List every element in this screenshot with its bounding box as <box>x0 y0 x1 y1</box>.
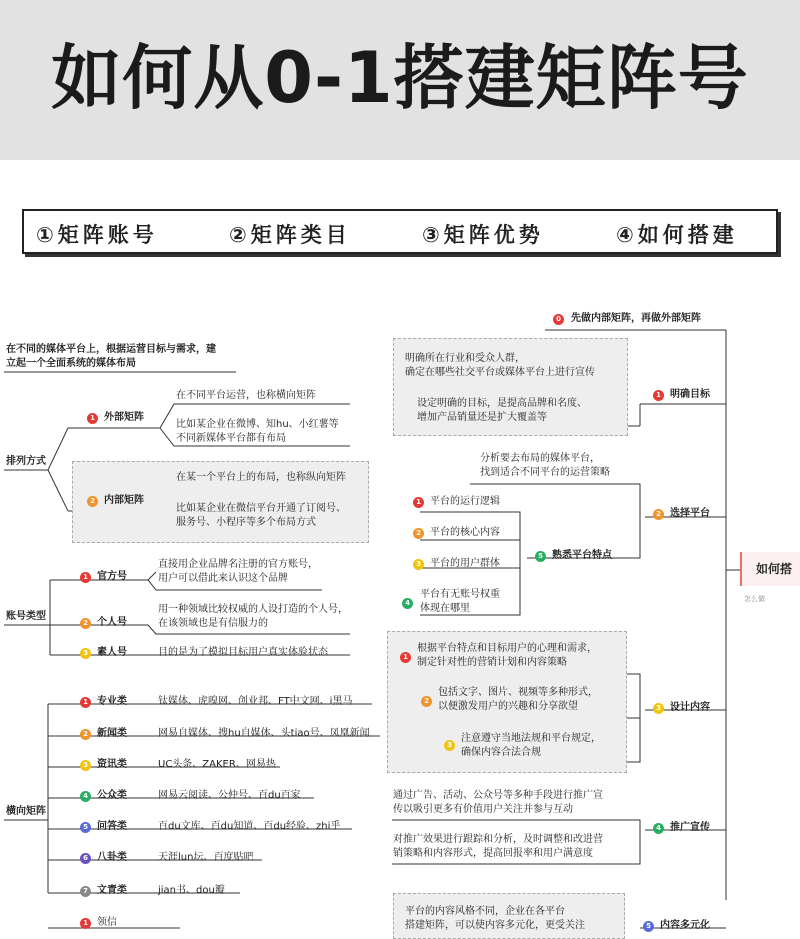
personal-account-label: 个人号 <box>97 617 127 628</box>
official-account-desc-2: 用户可以借此来认识这个品牌 <box>158 573 288 584</box>
goal-line-1b: 确定在哪些社交平台或媒体平台上进行宣传 <box>405 367 595 378</box>
nav-item-matrix-account: ①矩阵账号 <box>36 223 158 247</box>
intro-line-2: 立起一个全面系统的媒体布局 <box>6 358 136 369</box>
badge-content-1: 1 <box>400 652 411 663</box>
badge-familiar: 5 <box>535 551 546 562</box>
badge-internal: 2 <box>87 496 98 507</box>
content-item-3b: 确保内容合法合规 <box>461 747 541 758</box>
internal-matrix-desc: 在某一个平台上的布局，也称纵向矩阵 <box>176 472 346 483</box>
familiar-item-3: 平台的用户群体 <box>430 558 500 569</box>
badge-external: 1 <box>87 413 98 424</box>
diverse-label: 内容多元化 <box>660 920 710 931</box>
content-item-3a: 注意遵守当地法规和平台规定， <box>461 733 601 744</box>
arrange-label: 排列方式 <box>6 456 46 467</box>
badge-content-3: 3 <box>444 740 455 751</box>
content-item-2b: 以便激发用户的兴趣和分享欲望 <box>438 701 578 712</box>
category-news-desc: 网易自媒体、搜hu自媒体、头tiao号、凤凰新闻 <box>158 728 370 739</box>
category-literary-desc: jian书、dou瓣 <box>158 885 225 896</box>
badge-familiar-4: 4 <box>402 598 413 609</box>
badge-content-2: 2 <box>421 696 432 707</box>
goal-line-2b: 增加产品销量还是扩大覆盖等 <box>417 412 547 423</box>
platform-label: 选择平台 <box>670 508 710 519</box>
intro-line-1: 在不同的媒体平台上，根据运营目标与需求，建 <box>6 344 216 355</box>
amateur-account-label: 素人号 <box>97 647 127 658</box>
badge-amateur: 3 <box>80 648 91 659</box>
external-matrix-example-2: 不同新媒体平台都有布局 <box>176 433 286 444</box>
platform-desc-2: 找到适合不同平台的运营策略 <box>480 467 610 478</box>
badge-qa: 5 <box>80 822 91 833</box>
center-node-sub: 怎么做 <box>744 595 765 603</box>
internal-matrix-example-1: 比如某企业在微信平台开通了订阅号、 <box>176 503 346 514</box>
page-title: 如何从0-1搭建矩阵号 <box>51 37 749 119</box>
familiar-item-4b: 体现在哪里 <box>420 603 470 614</box>
external-matrix-label: 外部矩阵 <box>104 412 144 423</box>
content-item-1a: 根据平台特点和目标用户的心理和需求， <box>417 643 597 654</box>
horizontal-matrix-label: 横向矩阵 <box>6 806 46 817</box>
diverse-line-1: 平台的内容风格不同，企业在各平台 <box>405 906 565 917</box>
external-matrix-desc: 在不同平台运营，也称横向矩阵 <box>176 390 316 401</box>
category-professional: 专业类 <box>97 696 127 707</box>
badge-promote: 4 <box>653 823 664 834</box>
category-qa-desc: 百du文库、百du知道、百du经验、zhi乎 <box>158 821 341 832</box>
badge-diverse: 5 <box>643 921 654 932</box>
familiar-item-1: 平台的运行逻辑 <box>430 496 500 507</box>
account-type-label: 账号类型 <box>6 611 46 622</box>
internal-matrix-example-2: 服务号、小程序等多个布局方式 <box>176 517 316 528</box>
badge-familiar-2: 2 <box>413 528 424 539</box>
badge-info: 3 <box>80 760 91 771</box>
promote-line-1a: 通过广告、活动、公众号等多种手段进行推广宣 <box>393 790 603 801</box>
promote-label: 推广宣传 <box>670 822 710 833</box>
personal-account-desc-1: 用一种领域比较权威的人设打造的个人号， <box>158 604 348 615</box>
nav-item-matrix-category: ②矩阵类目 <box>229 223 351 247</box>
badge-public: 4 <box>80 791 91 802</box>
badge-familiar-1: 1 <box>413 497 424 508</box>
goal-line-1a: 明确所在行业和受众人群， <box>405 353 525 364</box>
category-literary: 文青类 <box>97 885 127 896</box>
platform-desc-1: 分析要去布局的媒体平台， <box>480 453 600 464</box>
category-qa: 问答类 <box>97 821 127 832</box>
partial-item-label: 领信 <box>97 917 117 928</box>
badge-news: 2 <box>80 729 91 740</box>
external-matrix-example-1: 比如某企业在微博、知hu、小红薯等 <box>176 419 339 430</box>
category-public: 公众类 <box>97 790 127 801</box>
category-gossip: 八卦类 <box>97 852 127 863</box>
nav-item-matrix-advantage: ③矩阵优势 <box>422 223 544 247</box>
category-professional-desc: 钛媒体、虎嗅网、创业邦、FT中文网、i黑马 <box>158 696 353 707</box>
category-news: 新闻类 <box>97 728 127 739</box>
content-item-1b: 制定针对性的营销计划和内容策略 <box>417 657 567 668</box>
badge-content: 3 <box>653 703 664 714</box>
center-node-label: 如何搭 <box>756 562 793 576</box>
badge-platform: 2 <box>653 509 664 520</box>
goal-label: 明确目标 <box>670 389 710 400</box>
badge-professional: 1 <box>80 697 91 708</box>
category-info-desc: UC头条、ZAKER、网易热 <box>158 759 276 770</box>
badge-partial: 1 <box>80 918 91 929</box>
official-account-label: 官方号 <box>97 571 127 582</box>
content-label: 设计内容 <box>670 702 710 713</box>
category-info: 资讯类 <box>97 759 127 770</box>
badge-personal: 2 <box>80 618 91 629</box>
badge-top: 0 <box>553 314 564 325</box>
familiar-item-2: 平台的核心内容 <box>430 527 500 538</box>
badge-goal: 1 <box>653 390 664 401</box>
internal-matrix-label: 内部矩阵 <box>104 495 144 506</box>
badge-gossip: 6 <box>80 853 91 864</box>
familiar-item-4a: 平台有无账号权重 <box>420 589 500 600</box>
category-gossip-desc: 天涯lun坛、百度贴吧 <box>158 852 254 863</box>
nav-item-how-to-build: ④如何搭建 <box>616 223 738 247</box>
content-item-2a: 包括文字、图片、视频等多种形式， <box>438 687 598 698</box>
personal-account-desc-2: 在该领域也是有信服力的 <box>158 618 268 629</box>
badge-official: 1 <box>80 572 91 583</box>
badge-familiar-3: 3 <box>413 559 424 570</box>
promote-line-2a: 对推广效果进行跟踪和分析，及时调整和改进营 <box>393 834 603 845</box>
category-public-desc: 网易云阅读、公仲号、百du百家 <box>158 790 301 801</box>
promote-line-2b: 销策略和内容形式，提高回报率和用户满意度 <box>393 848 593 859</box>
familiar-label: 熟悉平台特点 <box>552 550 612 561</box>
amateur-account-desc: 目的是为了模拟目标用户真实体验状态 <box>158 647 328 658</box>
badge-literary: 7 <box>80 886 91 897</box>
top-strategy-label: 先做内部矩阵，再做外部矩阵 <box>571 313 701 324</box>
goal-line-2a: 设定明确的目标，是提高品牌和名度、 <box>417 398 587 409</box>
diverse-line-2: 搭建矩阵，可以使内容多元化，更受关注 <box>405 920 585 931</box>
promote-line-1b: 传以吸引更多有价值用户关注并参与互动 <box>393 804 573 815</box>
official-account-desc-1: 直接用企业品牌名注册的官方账号， <box>158 559 318 570</box>
